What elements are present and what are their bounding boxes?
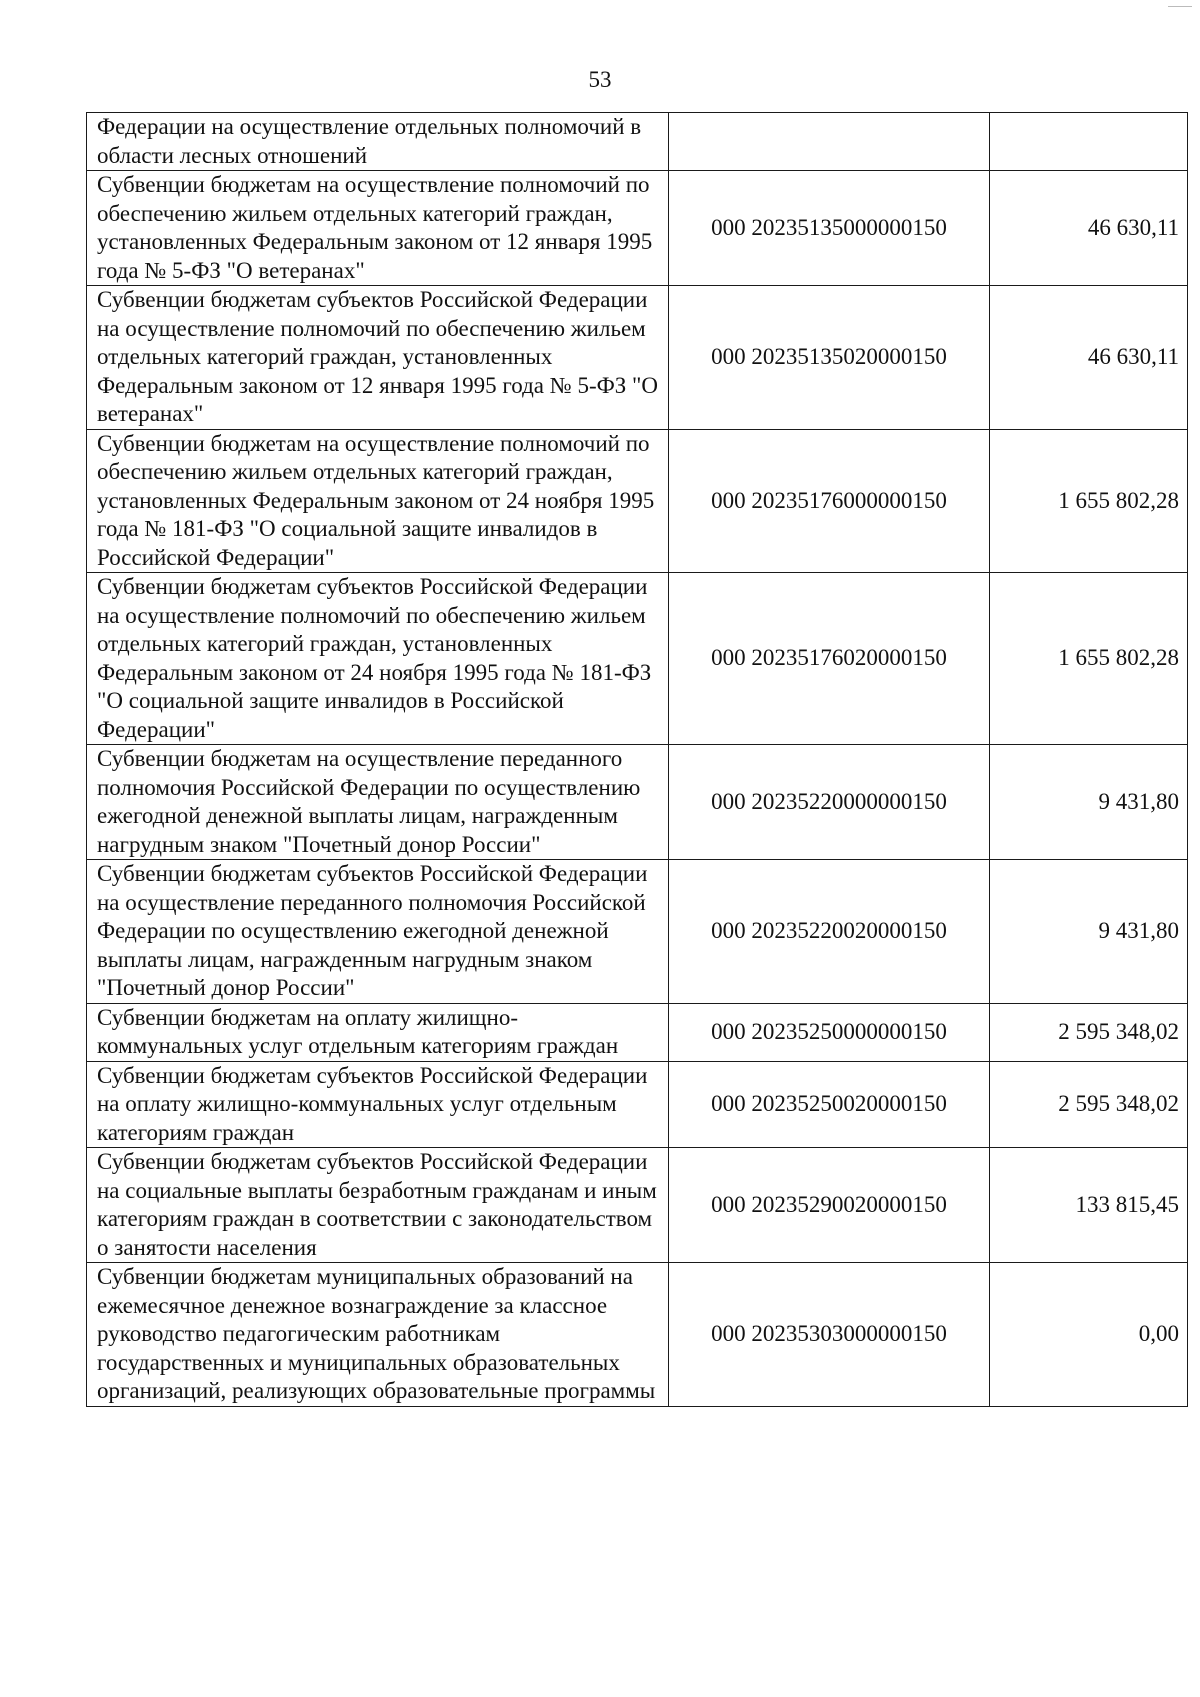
row-name-cell: Субвенции бюджетам субъектов Российской Федерации на осуществление переданного полномочия Российской Федерации по осуществлению ежегодной денежной выплаты лицам, награжденным нагрудным знаком "Почетный донор России" — [87, 860, 669, 1004]
table-row — [87, 1148, 1188, 1263]
row-name-cell: Субвенции бюджетам муниципальных образований на ежемесячное денежное вознаграждение за классное руководство педагогическим работникам государственных и муниципальных образовательных организаций, реализующих образовательные программы — [87, 1263, 669, 1407]
table-row — [87, 1061, 1188, 1148]
row-amount-cell: 2 595 348,02 — [990, 1003, 1188, 1061]
row-name-cell: Субвенции бюджетам на осуществление переданного полномочия Российской Федерации по осуществлению ежегодной денежной выплаты лицам, награжденным нагрудным знаком "Почетный донор России" — [87, 745, 669, 860]
table-row — [87, 745, 1188, 860]
row-amount-cell: 133 815,45 — [990, 1148, 1188, 1263]
budget-table-body — [87, 113, 1188, 1407]
row-amount-cell: 1 655 802,28 — [990, 429, 1188, 573]
row-name-cell: Субвенции бюджетам субъектов Российской Федерации на оплату жилищно-коммунальных услуг отдельным категориям граждан — [87, 1061, 669, 1148]
page-number: 53 — [588, 67, 612, 92]
table-row — [87, 860, 1188, 1004]
table-row — [87, 573, 1188, 745]
row-amount-cell: 9 431,80 — [990, 745, 1188, 860]
scan-corner-mark — [1168, 0, 1192, 7]
row-code-cell: 000 20235220020000150 — [669, 860, 990, 1004]
row-amount-cell: 46 630,11 — [990, 171, 1188, 286]
row-code-cell: 000 20235135000000150 — [669, 171, 990, 286]
row-name-cell: Субвенции бюджетам на оплату жилищно-коммунальных услуг отдельным категориям граждан — [87, 1003, 669, 1061]
row-code-cell: 000 20235250020000150 — [669, 1061, 990, 1148]
row-amount-cell: 2 595 348,02 — [990, 1061, 1188, 1148]
budget-table — [86, 112, 1188, 1407]
table-row — [87, 286, 1188, 430]
row-code-cell: 000 20235220000000150 — [669, 745, 990, 860]
row-code-cell: 000 20235135020000150 — [669, 286, 990, 430]
row-name-cell: Субвенции бюджетам субъектов Российской Федерации на осуществление полномочий по обеспечению жильем отдельных категорий граждан, установленных Федеральным законом от 24 ноября 1995 года № 181-ФЗ "О социальной защите инвалидов в Российской Федерации" — [87, 573, 669, 745]
row-name-cell: Субвенции бюджетам субъектов Российской Федерации на осуществление полномочий по обеспечению жильем отдельных категорий граждан, установленных Федеральным законом от 12 января 1995 года № 5-ФЗ "О ветеранах" — [87, 286, 669, 430]
row-amount-cell: 0,00 — [990, 1263, 1188, 1407]
row-amount-cell — [990, 113, 1188, 171]
row-code-cell: 000 20235176020000150 — [669, 573, 990, 745]
row-code-cell: 000 20235303000000150 — [669, 1263, 990, 1407]
table-row — [87, 1003, 1188, 1061]
row-amount-cell: 46 630,11 — [990, 286, 1188, 430]
row-amount-cell: 9 431,80 — [990, 860, 1188, 1004]
table-row — [87, 429, 1188, 573]
row-code-cell: 000 20235290020000150 — [669, 1148, 990, 1263]
table-row — [87, 113, 1188, 171]
row-code-cell — [669, 113, 990, 171]
row-code-cell: 000 20235176000000150 — [669, 429, 990, 573]
row-code-cell: 000 20235250000000150 — [669, 1003, 990, 1061]
row-amount-cell: 1 655 802,28 — [990, 573, 1188, 745]
row-name-cell: Субвенции бюджетам субъектов Российской Федерации на социальные выплаты безработным гражданам и иным категориям граждан в соответствии с законодательством о занятости населения — [87, 1148, 669, 1263]
row-name-cell: Субвенции бюджетам на осуществление полномочий по обеспечению жильем отдельных категорий граждан, установленных Федеральным законом от 12 января 1995 года № 5-ФЗ "О ветеранах" — [87, 171, 669, 286]
table-row — [87, 1263, 1188, 1407]
table-row — [87, 171, 1188, 286]
row-name-cell: Субвенции бюджетам на осуществление полномочий по обеспечению жильем отдельных категорий граждан, установленных Федеральным законом от 24 ноября 1995 года № 181-ФЗ "О социальной защите инвалидов в Российской Федерации" — [87, 429, 669, 573]
row-name-cell: Федерации на осуществление отдельных полномочий в области лесных отношений — [87, 113, 669, 171]
